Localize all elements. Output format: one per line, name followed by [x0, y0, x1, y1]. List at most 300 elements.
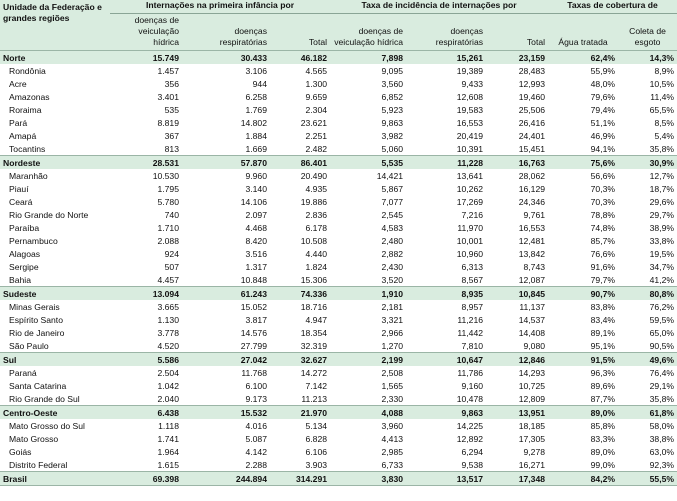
cell-internacoes-veiculacao-hidrica: 5.586 [110, 353, 182, 367]
cell-cobertura-agua-tratada: 91,6% [590, 261, 616, 272]
cell-taxa-total: 11,137 [519, 301, 546, 312]
cell-cobertura-agua-tratada: 75,6% [548, 156, 618, 170]
cell-cobertura-agua-tratada: 94,1% [590, 143, 616, 154]
cell-taxa-veiculacao-hidrica: 1,270 [381, 340, 404, 351]
cell-taxa-respiratorias: 10,478 [456, 393, 484, 404]
region-row [0, 156, 677, 170]
cell-taxa-veiculacao-hidrica: 3,560 [381, 78, 404, 89]
state-name: Mato Grosso [9, 433, 59, 444]
cell-cobertura-coleta-esgoto: 19,5% [649, 248, 675, 259]
cell-internacoes-total: 1.824 [305, 261, 328, 272]
state-name: Rondônia [9, 65, 46, 76]
cell-taxa-respiratorias: 17,269 [456, 196, 484, 207]
col-header-total: Total [270, 14, 330, 51]
cell-taxa-total: 9,278 [523, 446, 546, 457]
cell-internacoes-veiculacao-hidrica: 15.749 [110, 51, 182, 65]
cell-cobertura-agua-tratada: 79,7% [590, 274, 616, 285]
cell-cobertura-agua-tratada: 89,1% [590, 327, 616, 338]
cell-internacoes-respiratorias: 2.288 [245, 459, 267, 470]
state-name: Amapá [9, 130, 37, 141]
cell-internacoes-veiculacao-hidrica: 1.795 [157, 183, 179, 194]
cell-taxa-total: 12,993 [518, 78, 546, 89]
total-row [0, 472, 677, 486]
cell-taxa-veiculacao-hidrica: 2,545 [381, 209, 404, 220]
cell-taxa-total: 24,401 [518, 130, 546, 141]
state-name: Piauí [9, 183, 29, 194]
cell-internacoes-total: 18.354 [300, 327, 328, 338]
cell-taxa-veiculacao-hidrica: 6,852 [381, 91, 404, 102]
state-name: Pernambuco [9, 235, 58, 246]
region-name: Norte [0, 51, 110, 65]
cell-taxa-veiculacao-hidrica: 2,985 [381, 446, 404, 457]
table-row [0, 458, 677, 472]
cell-taxa-total: 10,725 [518, 380, 546, 391]
cell-taxa-veiculacao-hidrica: 3,520 [381, 274, 404, 285]
cell-internacoes-total: 15.306 [300, 274, 328, 285]
cell-taxa-respiratorias: 11,970 [457, 222, 484, 233]
cell-cobertura-agua-tratada: 55,9% [590, 65, 616, 76]
unit-header: Unidade da Federação e grandes regiões [0, 0, 110, 51]
cell-internacoes-respiratorias: 3.106 [245, 65, 267, 76]
cell-taxa-veiculacao-hidrica: 5,535 [330, 156, 406, 170]
cell-internacoes-respiratorias: 1.669 [245, 143, 267, 154]
cell-taxa-veiculacao-hidrica: 14,421 [376, 170, 404, 181]
cell-cobertura-coleta-esgoto: 35,8% [649, 143, 675, 154]
table-row [0, 208, 677, 221]
cell-taxa-veiculacao-hidrica: 2,480 [381, 235, 404, 246]
cell-internacoes-total: 5.134 [305, 420, 328, 431]
cell-taxa-respiratorias: 6,294 [461, 446, 484, 457]
region-row [0, 287, 677, 301]
cell-taxa-veiculacao-hidrica: 7,077 [381, 196, 404, 207]
cell-taxa-total: 16,763 [486, 156, 548, 170]
cell-taxa-respiratorias: 11,786 [457, 367, 484, 378]
state-name: Acre [9, 78, 27, 89]
cell-cobertura-coleta-esgoto: 65,5% [649, 104, 675, 115]
cell-taxa-respiratorias: 9,863 [406, 406, 486, 420]
cell-cobertura-coleta-esgoto: 14,3% [618, 51, 677, 65]
cell-taxa-respiratorias: 19,389 [456, 65, 484, 76]
table-row [0, 169, 677, 182]
cell-cobertura-agua-tratada: 84,2% [548, 472, 618, 486]
cell-taxa-total: 13,842 [518, 248, 546, 259]
cell-taxa-veiculacao-hidrica: 9,095 [381, 65, 404, 76]
cell-internacoes-total: 1.300 [305, 78, 328, 89]
cell-taxa-total: 16,129 [518, 183, 546, 194]
cell-taxa-respiratorias: 10,262 [456, 183, 484, 194]
state-name: Roraima [9, 104, 42, 115]
cell-taxa-respiratorias: 11,216 [457, 314, 484, 325]
cell-taxa-respiratorias: 10,391 [456, 143, 484, 154]
cell-internacoes-respiratorias: 6.258 [245, 91, 267, 102]
cell-taxa-veiculacao-hidrica: 2,882 [381, 248, 404, 259]
cell-taxa-respiratorias: 13,517 [406, 472, 486, 486]
cell-internacoes-respiratorias: 5.087 [245, 433, 267, 444]
cell-taxa-veiculacao-hidrica: 5,923 [381, 104, 404, 115]
cell-internacoes-total: 2.482 [305, 143, 328, 154]
region-name: Sudeste [0, 287, 110, 301]
cell-internacoes-total: 6.106 [305, 446, 328, 457]
cell-taxa-respiratorias: 12,892 [456, 433, 484, 444]
cell-cobertura-coleta-esgoto: 76,4% [649, 367, 675, 378]
cell-internacoes-respiratorias: 14.106 [240, 196, 267, 207]
group-header-taxa-incidencia: Taxa de incidência de internações por [330, 0, 548, 14]
table-row [0, 142, 677, 156]
state-name: Tocantins [9, 143, 46, 154]
cell-taxa-respiratorias: 10,960 [456, 248, 484, 259]
cell-cobertura-coleta-esgoto: 49,6% [618, 353, 677, 367]
cell-taxa-veiculacao-hidrica: 2,199 [330, 353, 406, 367]
cell-internacoes-veiculacao-hidrica: 28.531 [110, 156, 182, 170]
cell-internacoes-veiculacao-hidrica: 1.118 [158, 420, 179, 431]
state-name: Amazonas [9, 91, 50, 102]
table-row [0, 182, 677, 195]
cell-taxa-total: 17,348 [486, 472, 548, 486]
cell-internacoes-respiratorias: 10.848 [240, 274, 267, 285]
cell-internacoes-total: 74.336 [270, 287, 330, 301]
cell-taxa-veiculacao-hidrica: 2,508 [381, 367, 404, 378]
cell-internacoes-veiculacao-hidrica: 1.710 [157, 222, 179, 233]
region-row [0, 51, 677, 65]
cell-cobertura-coleta-esgoto: 29,1% [649, 380, 675, 391]
cell-internacoes-veiculacao-hidrica: 1.964 [157, 446, 179, 457]
cell-internacoes-veiculacao-hidrica: 1.615 [157, 459, 179, 470]
cell-taxa-veiculacao-hidrica: 2,430 [381, 261, 404, 272]
state-name: Minas Gerais [9, 301, 60, 312]
cell-internacoes-total: 11.213 [301, 393, 328, 404]
cell-cobertura-coleta-esgoto: 41,2% [649, 274, 675, 285]
cell-taxa-respiratorias: 8,957 [461, 301, 484, 312]
table-row [0, 300, 677, 313]
cell-cobertura-agua-tratada: 79,4% [590, 104, 616, 115]
cell-taxa-total: 17,305 [518, 433, 546, 444]
cell-internacoes-respiratorias: 14.576 [240, 327, 267, 338]
cell-taxa-total: 9,080 [523, 340, 546, 351]
cell-taxa-respiratorias: 15,261 [406, 51, 486, 65]
cell-taxa-total: 16,271 [518, 459, 546, 470]
table-row [0, 392, 677, 406]
cell-cobertura-agua-tratada: 87,7% [590, 393, 616, 404]
cell-taxa-total: 26,416 [518, 117, 546, 128]
cell-taxa-total: 25,506 [518, 104, 546, 115]
state-name: Bahia [9, 274, 31, 285]
region-name: Centro-Oeste [0, 406, 110, 420]
state-name: Rio Grande do Sul [9, 393, 80, 404]
cell-internacoes-total: 10.508 [300, 235, 328, 246]
cell-cobertura-agua-tratada: 89,0% [548, 406, 618, 420]
cell-cobertura-agua-tratada: 51,1% [590, 117, 616, 128]
cell-cobertura-agua-tratada: 96,3% [590, 367, 616, 378]
cell-cobertura-coleta-esgoto: 90,5% [649, 340, 675, 351]
cell-taxa-veiculacao-hidrica: 2,181 [381, 301, 404, 312]
cell-internacoes-veiculacao-hidrica: 2.040 [157, 393, 179, 404]
cell-taxa-respiratorias: 11,228 [406, 156, 486, 170]
cell-internacoes-respiratorias: 4.016 [245, 420, 267, 431]
cell-internacoes-total: 19.886 [300, 196, 328, 207]
cell-internacoes-respiratorias: 14.802 [240, 117, 267, 128]
cell-internacoes-respiratorias: 3.817 [245, 314, 267, 325]
table-row [0, 419, 677, 432]
col-header-respiratorias: doenças respiratórias [182, 14, 270, 51]
cell-cobertura-coleta-esgoto: 30,9% [618, 156, 677, 170]
table-row [0, 195, 677, 208]
cell-taxa-respiratorias: 9,160 [461, 380, 484, 391]
cell-cobertura-agua-tratada: 76,6% [590, 248, 616, 259]
table-row [0, 339, 677, 353]
cell-internacoes-veiculacao-hidrica: 69.398 [110, 472, 182, 486]
cell-cobertura-coleta-esgoto: 29,7% [649, 209, 675, 220]
cell-taxa-total: 13,951 [486, 406, 548, 420]
cell-internacoes-veiculacao-hidrica: 3.401 [157, 91, 179, 102]
cell-taxa-total: 28,062 [518, 170, 546, 181]
cell-cobertura-agua-tratada: 99,0% [590, 459, 616, 470]
table-row [0, 260, 677, 273]
cell-internacoes-respiratorias: 1.884 [245, 130, 267, 141]
cell-internacoes-total: 3.903 [305, 459, 328, 470]
cell-internacoes-respiratorias: 4.468 [245, 222, 267, 233]
cell-taxa-veiculacao-hidrica: 5,867 [381, 183, 404, 194]
cell-taxa-total: 14,408 [518, 327, 546, 338]
cell-taxa-respiratorias: 8,567 [461, 274, 484, 285]
cell-internacoes-veiculacao-hidrica: 3.778 [157, 327, 179, 338]
cell-taxa-respiratorias: 12,608 [456, 91, 484, 102]
cell-cobertura-agua-tratada: 91,5% [548, 353, 618, 367]
cell-cobertura-agua-tratada: 83,8% [590, 301, 616, 312]
cell-internacoes-veiculacao-hidrica: 507 [164, 261, 179, 272]
state-name: Paraná [9, 367, 37, 378]
cell-internacoes-respiratorias: 3.516 [245, 248, 267, 259]
cell-cobertura-coleta-esgoto: 5,4% [654, 130, 675, 141]
cell-taxa-total: 10,845 [486, 287, 548, 301]
state-name: Pará [9, 117, 28, 128]
table-row [0, 326, 677, 339]
cell-taxa-veiculacao-hidrica: 5,060 [381, 143, 404, 154]
cell-taxa-respiratorias: 20,419 [456, 130, 484, 141]
col-header-coleta-esgoto: Coleta de esgoto [618, 14, 677, 51]
table-row [0, 116, 677, 129]
cell-cobertura-coleta-esgoto: 38,9% [649, 222, 675, 233]
cell-cobertura-agua-tratada: 89,0% [590, 446, 616, 457]
table-row [0, 247, 677, 260]
cell-internacoes-total: 9.659 [305, 91, 328, 102]
cell-cobertura-coleta-esgoto: 92,3% [649, 459, 675, 470]
col-header-respiratorias-taxa: doenças respiratórias [406, 14, 486, 51]
cell-cobertura-agua-tratada: 89,6% [590, 380, 616, 391]
region-name: Sul [0, 353, 110, 367]
cell-cobertura-coleta-esgoto: 55,5% [618, 472, 677, 486]
cell-cobertura-coleta-esgoto: 80,8% [618, 287, 677, 301]
cell-internacoes-veiculacao-hidrica: 535 [164, 104, 179, 115]
cell-cobertura-coleta-esgoto: 8,9% [654, 65, 675, 76]
cell-cobertura-agua-tratada: 74,8% [590, 222, 616, 233]
cell-taxa-total: 19,460 [518, 91, 546, 102]
cell-internacoes-total: 23.621 [300, 117, 328, 128]
cell-cobertura-agua-tratada: 79,6% [590, 91, 616, 102]
table-row [0, 273, 677, 287]
cell-internacoes-respiratorias: 1.317 [245, 261, 267, 272]
cell-internacoes-respiratorias: 15.052 [240, 301, 267, 312]
region-name: Brasil [0, 472, 110, 486]
cell-internacoes-veiculacao-hidrica: 13.094 [110, 287, 182, 301]
cell-cobertura-coleta-esgoto: 12,7% [649, 170, 675, 181]
cell-cobertura-agua-tratada: 85,8% [590, 420, 616, 431]
cell-taxa-veiculacao-hidrica: 1,910 [330, 287, 406, 301]
cell-internacoes-respiratorias: 27.042 [182, 353, 270, 367]
state-name: São Paulo [9, 340, 49, 351]
state-name: Distrito Federal [9, 459, 68, 470]
table-row [0, 221, 677, 234]
cell-internacoes-total: 2.304 [305, 104, 328, 115]
cell-taxa-respiratorias: 10,001 [456, 235, 484, 246]
cell-taxa-total: 12,481 [518, 235, 546, 246]
state-name: Goiás [9, 446, 32, 457]
cell-internacoes-veiculacao-hidrica: 813 [164, 143, 179, 154]
cell-internacoes-total: 14.272 [300, 367, 328, 378]
cell-internacoes-total: 2.251 [305, 130, 328, 141]
cell-cobertura-agua-tratada: 95,1% [590, 340, 616, 351]
cell-internacoes-respiratorias: 11.768 [241, 367, 267, 378]
table-row [0, 103, 677, 116]
cell-cobertura-coleta-esgoto: 29,6% [649, 196, 675, 207]
cell-internacoes-veiculacao-hidrica: 8.819 [157, 117, 179, 128]
cell-taxa-veiculacao-hidrica: 2,966 [381, 327, 404, 338]
cell-internacoes-respiratorias: 4.142 [245, 446, 267, 457]
cell-internacoes-total: 46.182 [270, 51, 330, 65]
cell-taxa-total: 24,346 [518, 196, 546, 207]
cell-cobertura-coleta-esgoto: 63,0% [649, 446, 675, 457]
cell-internacoes-veiculacao-hidrica: 3.665 [157, 301, 179, 312]
cell-internacoes-total: 6.178 [305, 222, 328, 233]
state-name: Alagoas [9, 248, 41, 259]
table-row [0, 432, 677, 445]
table-header [0, 0, 677, 51]
cell-internacoes-total: 4.947 [305, 314, 328, 325]
cell-cobertura-agua-tratada: 46,9% [590, 130, 616, 141]
cell-internacoes-veiculacao-hidrica: 924 [164, 248, 179, 259]
col-header-total-taxa: Total [486, 14, 548, 51]
cell-internacoes-veiculacao-hidrica: 356 [164, 78, 179, 89]
cell-taxa-veiculacao-hidrica: 1,565 [381, 380, 404, 391]
cell-internacoes-veiculacao-hidrica: 1.457 [157, 65, 179, 76]
table-row [0, 445, 677, 458]
cell-taxa-respiratorias: 16,553 [456, 117, 484, 128]
cell-taxa-veiculacao-hidrica: 4,413 [381, 433, 404, 444]
cell-cobertura-agua-tratada: 70,3% [590, 183, 616, 194]
cell-taxa-total: 23,159 [486, 51, 548, 65]
state-name: Maranhão [9, 170, 48, 181]
cell-internacoes-total: 6.828 [305, 433, 328, 444]
cell-internacoes-total: 18.716 [300, 301, 328, 312]
cell-internacoes-respiratorias: 6.100 [245, 380, 267, 391]
cell-internacoes-total: 4.935 [305, 183, 328, 194]
state-name: Ceará [9, 196, 33, 207]
cell-internacoes-total: 4.565 [305, 65, 328, 76]
cell-taxa-respiratorias: 11,442 [457, 327, 484, 338]
cell-cobertura-agua-tratada: 90,7% [548, 287, 618, 301]
cell-internacoes-total: 314.291 [270, 472, 330, 486]
state-name: Espírito Santo [9, 314, 63, 325]
cell-cobertura-coleta-esgoto: 33,8% [649, 235, 675, 246]
cell-internacoes-veiculacao-hidrica: 1.741 [157, 433, 179, 444]
cell-internacoes-veiculacao-hidrica: 367 [164, 130, 179, 141]
cell-cobertura-agua-tratada: 62,4% [548, 51, 618, 65]
cell-cobertura-coleta-esgoto: 76,2% [649, 301, 675, 312]
cell-internacoes-respiratorias: 8.420 [245, 235, 267, 246]
cell-cobertura-agua-tratada: 70,3% [590, 196, 616, 207]
state-name: Santa Catarina [9, 380, 67, 391]
cell-internacoes-respiratorias: 944 [252, 78, 267, 89]
cell-internacoes-respiratorias: 61.243 [182, 287, 270, 301]
cell-cobertura-coleta-esgoto: 38,8% [649, 433, 675, 444]
cell-internacoes-veiculacao-hidrica: 1.130 [157, 314, 179, 325]
cell-cobertura-agua-tratada: 48,0% [590, 78, 616, 89]
cell-internacoes-total: 32.627 [270, 353, 330, 367]
cell-taxa-respiratorias: 7,216 [461, 209, 484, 220]
cell-internacoes-veiculacao-hidrica: 2.504 [157, 367, 179, 378]
cell-taxa-total: 12,087 [518, 274, 546, 285]
cell-internacoes-total: 21.970 [270, 406, 330, 420]
table-row [0, 379, 677, 392]
cell-taxa-veiculacao-hidrica: 3,982 [381, 130, 404, 141]
cell-taxa-respiratorias: 14,225 [456, 420, 484, 431]
cell-cobertura-coleta-esgoto: 58,0% [649, 420, 675, 431]
cell-internacoes-veiculacao-hidrica: 2.088 [157, 235, 179, 246]
cell-taxa-veiculacao-hidrica: 4,583 [381, 222, 404, 233]
cell-taxa-respiratorias: 19,583 [456, 104, 484, 115]
cell-taxa-veiculacao-hidrica: 4,088 [330, 406, 406, 420]
cell-internacoes-respiratorias: 1.769 [245, 104, 267, 115]
cell-cobertura-coleta-esgoto: 10,5% [649, 78, 675, 89]
cell-cobertura-agua-tratada: 83,4% [590, 314, 616, 325]
cell-cobertura-coleta-esgoto: 35,8% [649, 393, 675, 404]
table-row [0, 313, 677, 326]
cell-taxa-veiculacao-hidrica: 6,733 [381, 459, 404, 470]
cell-internacoes-veiculacao-hidrica: 10.530 [152, 170, 179, 181]
state-name: Mato Grosso do Sul [9, 420, 85, 431]
col-header-veiculacao-hidrica: doenças de veiculação hídrica [110, 14, 182, 51]
cell-taxa-total: 16,553 [518, 222, 546, 233]
cell-internacoes-respiratorias: 244.894 [182, 472, 270, 486]
state-name: Sergipe [9, 261, 39, 272]
table-row [0, 234, 677, 247]
col-header-agua-tratada: Água tratada [548, 14, 618, 51]
cell-taxa-veiculacao-hidrica: 3,321 [381, 314, 404, 325]
cell-internacoes-veiculacao-hidrica: 5.780 [157, 196, 179, 207]
cell-internacoes-respiratorias: 9.173 [245, 393, 267, 404]
cell-cobertura-coleta-esgoto: 59,5% [649, 314, 675, 325]
table-row [0, 129, 677, 142]
cell-internacoes-respiratorias: 30.433 [182, 51, 270, 65]
cell-taxa-total: 14,537 [518, 314, 546, 325]
cell-taxa-total: 8,743 [523, 261, 546, 272]
cell-cobertura-coleta-esgoto: 8,5% [654, 117, 675, 128]
cell-taxa-veiculacao-hidrica: 3,830 [330, 472, 406, 486]
cell-taxa-respiratorias: 9,433 [461, 78, 484, 89]
table-row [0, 77, 677, 90]
cell-taxa-respiratorias: 13,641 [456, 170, 484, 181]
cell-taxa-total: 28,483 [518, 65, 546, 76]
cell-internacoes-veiculacao-hidrica: 4.520 [157, 340, 179, 351]
cell-taxa-total: 18,185 [518, 420, 546, 431]
cell-cobertura-coleta-esgoto: 11,4% [650, 91, 675, 102]
cell-internacoes-total: 20.490 [300, 170, 328, 181]
cell-internacoes-respiratorias: 3.140 [245, 183, 267, 194]
cell-taxa-total: 12,846 [486, 353, 548, 367]
region-name: Nordeste [0, 156, 110, 170]
cell-taxa-veiculacao-hidrica: 9,863 [381, 117, 404, 128]
cell-taxa-total: 14,293 [518, 367, 546, 378]
cell-internacoes-respiratorias: 15.532 [182, 406, 270, 420]
